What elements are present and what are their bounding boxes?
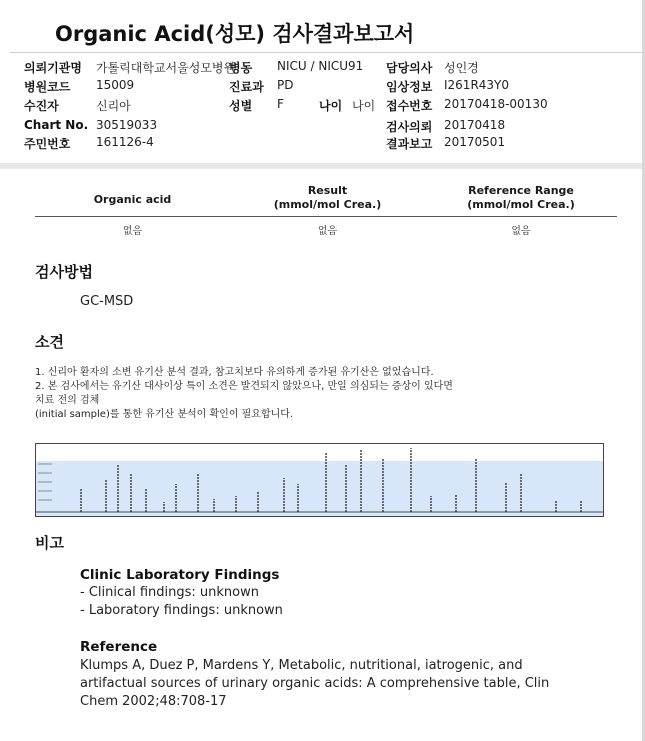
report-date-label: 결과보고 [386,137,433,151]
id-label: 주민번호 [24,137,71,151]
info-row-1 [0,59,645,78]
result-table-header [35,180,617,216]
reference-line: artifactual sources of urinary organic acids: A comprehensive table, Clin [80,676,550,691]
finding-clinical: - Clinical findings: unknown [80,585,259,600]
hospital-label: 의뢰기관명 [24,61,82,75]
reference-title: Reference [80,639,158,655]
divider [10,52,642,53]
clinical-label: 임상정보 [386,80,433,94]
reference-text [80,657,620,711]
age-label: 나이 [319,99,343,113]
col-organic-acid: Organic acid [93,193,172,206]
cell-reference: 없음 [511,226,531,237]
table-rule [35,216,617,217]
hospital-value: 가톨릭대학교서울성모병원 [96,61,236,75]
clinical-value: I261R43Y0 [444,78,510,92]
doctor-label: 담당의사 [386,61,433,75]
opinion-line: 치료 전의 검체 [35,395,100,406]
info-row-2 [0,78,645,97]
chart-value: 30519033 [96,118,158,132]
request-value: 20170418 [444,118,506,132]
examinee-label: 수진자 [24,99,59,113]
col-result: Result (mmol/mol Crea.) [273,184,382,211]
sex-label: 성별 [229,99,253,113]
opinion-text [35,366,595,422]
opinion-line: (initial sample)를 통한 유기산 분석이 확인이 필요합니다. [35,409,294,420]
opinion-line: 1. 신리아 환자의 소변 유기산 분석 결과, 참고치보다 유의하게 증가된 유기산은 없었습니다. [35,367,434,378]
examinee-value: 신리아 [96,99,131,113]
ward-value: NICU / NICU91 [277,59,364,73]
info-row-5 [0,135,645,154]
age-value: 나이 [352,99,376,113]
doctor-value: 성인경 [444,61,479,75]
chart-label: Chart No. [24,118,89,132]
chromatogram [35,443,604,517]
reference-line: Klumps A, Duez P, Mardens Y, Metabolic, nutritional, iatrogenic, and [80,658,523,673]
sex-value: F [277,97,284,111]
method-value: GC-MSD [80,294,134,309]
opinion-heading: 소견 [35,333,64,351]
cell-result: 없음 [317,226,338,237]
receipt-label: 접수번호 [386,99,433,113]
dept-value: PD [277,78,294,92]
ward-label: 병동 [229,61,253,75]
report-header [0,0,645,166]
finding-laboratory: - Laboratory findings: unknown [80,603,283,618]
section-divider [0,163,645,169]
cell-organic-acid: 없음 [122,226,143,237]
method-heading: 검사방법 [35,263,93,281]
findings-title: Clinic Laboratory Findings [80,567,280,583]
id-value: 161126-4 [96,135,154,149]
code-label: 병원코드 [24,80,71,94]
code-value: 15009 [96,78,135,92]
receipt-value: 20170418-00130 [444,97,548,111]
chromatogram-image [36,444,603,516]
request-label: 검사의뢰 [386,120,433,134]
info-row-3 [0,97,645,116]
col-reference-range: Reference Range (mmol/mol Crea.) [467,184,575,211]
report-title: Organic Acid(성모) 검사결과보고서 [55,22,415,46]
opinion-line: 2. 본 검사에서는 유기산 대사이상 특이 소견은 발견되지 않았으나, 만일 의심되는 증상이 있다면 [35,381,453,392]
report-date-value: 20170501 [444,135,506,149]
remarks-heading: 비고 [35,534,64,552]
dept-label: 진료과 [229,80,264,94]
reference-line: Chem 2002;48:708-17 [80,694,227,709]
